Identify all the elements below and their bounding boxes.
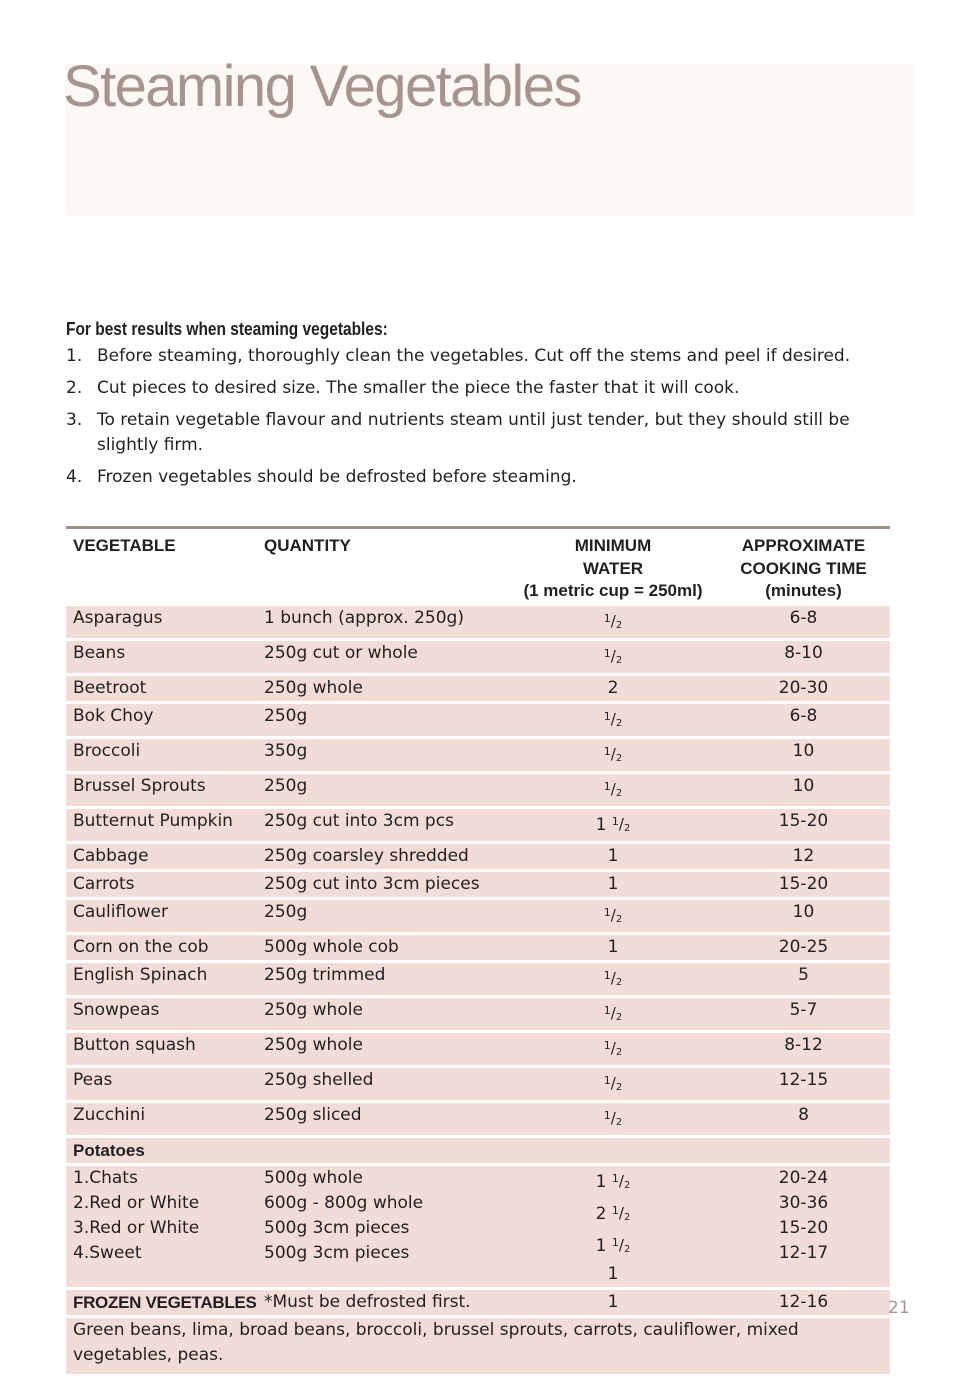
fraction-numerator: 1 [603, 611, 611, 625]
water-fraction [603, 1108, 623, 1128]
time-cell: 12 [792, 845, 815, 866]
fraction-denominator: 2 [615, 1081, 623, 1093]
table-row [66, 606, 890, 640]
vegetable-cell: Brussel Sprouts [73, 775, 206, 796]
potato-water [509, 1230, 717, 1262]
frozen-quantity: *Must be defrosted first. [264, 1291, 471, 1312]
fraction-numerator: 1 [603, 709, 611, 723]
time-cell: 8 [798, 1104, 809, 1125]
fraction-slash: / [610, 1108, 616, 1127]
quantity-cell: 500g whole cob [264, 936, 399, 957]
potato-quantity: 500g whole [264, 1167, 363, 1188]
water-cell [509, 737, 717, 772]
fraction-denominator: 2 [615, 752, 623, 764]
table-row [66, 933, 890, 961]
potato-vegetable: 4.Sweet [73, 1242, 142, 1263]
potatoes-vegetable-cell [66, 1164, 257, 1288]
fraction-slash: / [610, 968, 616, 987]
header-time-line: COOKING TIME [740, 558, 867, 578]
quantity-cell: 250g coarsley shredded [264, 845, 469, 866]
vegetable-cell: Corn on the cob [73, 936, 209, 957]
fraction-slash: / [618, 1203, 624, 1222]
header-water-line: (1 metric cup = 250ml) [523, 581, 703, 600]
potato-vegetable: 1.Chats [73, 1167, 138, 1188]
potatoes-water-cell [509, 1164, 717, 1288]
fraction-numerator: 1 [603, 1073, 611, 1087]
step-text: To retain vegetable flavour and nutrients steam until just tender, but they should still be slightly firm. [97, 410, 850, 455]
table-row [66, 772, 890, 807]
table-row [66, 737, 890, 772]
step-item [66, 344, 876, 369]
time-cell: 20-25 [778, 936, 829, 957]
fraction-numerator: 1 [611, 1203, 619, 1217]
water-fraction [603, 1073, 623, 1093]
time-cell: 8-10 [784, 642, 823, 663]
potato-time: 30-36 [778, 1192, 829, 1213]
potatoes-time-cell [717, 1164, 890, 1288]
fraction-numerator: 1 [603, 1003, 611, 1017]
water-fraction [603, 968, 623, 988]
fraction-denominator: 2 [623, 822, 631, 834]
water-fraction [603, 779, 623, 799]
step-item [66, 408, 876, 458]
vegetable-cell: Asparagus [73, 607, 163, 628]
water-fraction [603, 709, 623, 729]
fraction-slash: / [610, 611, 616, 630]
header-water-line: MINIMUM [574, 536, 652, 555]
fraction-slash: / [610, 905, 616, 924]
table-row [66, 674, 890, 702]
vegetable-cell: Butternut Pumpkin [73, 810, 233, 831]
potatoes-section [66, 1136, 890, 1375]
table-row [66, 1101, 890, 1136]
fraction-denominator: 2 [615, 717, 623, 729]
water-fraction [611, 1235, 631, 1255]
table-body [66, 606, 890, 1137]
quantity-cell: 250g [264, 705, 308, 726]
water-cell [509, 842, 717, 870]
fraction-denominator: 2 [615, 1116, 623, 1128]
water-cell [509, 702, 717, 737]
potato-water [509, 1198, 717, 1230]
step-text: Frozen vegetables should be defrosted before steaming. [97, 467, 577, 487]
fraction-denominator: 2 [623, 1179, 631, 1191]
quantity-cell: 250g sliced [264, 1104, 362, 1125]
step-text: Before steaming, thoroughly clean the vegetables. Cut off the stems and peel if desired. [97, 346, 851, 366]
fraction-slash: / [610, 1038, 616, 1057]
steaming-table-wrap [66, 526, 890, 1377]
time-cell: 20-30 [778, 677, 829, 698]
water-whole: 2 [607, 677, 619, 698]
fraction-numerator: 1 [611, 1171, 619, 1185]
header-vegetable: VEGETABLE [73, 536, 176, 555]
time-cell: 5 [798, 964, 809, 985]
water-fraction [603, 611, 623, 631]
potato-water [509, 1166, 717, 1198]
steaming-table [66, 529, 890, 1377]
water-whole: 1 [607, 936, 619, 957]
quantity-cell: 250g shelled [264, 1069, 374, 1090]
potatoes-heading-row [66, 1136, 890, 1164]
water-whole: 1 [595, 814, 607, 835]
time-cell: 6-8 [789, 705, 818, 726]
water-fraction [603, 646, 623, 666]
page-number: 21 [888, 1298, 910, 1318]
vegetable-cell: Snowpeas [73, 999, 160, 1020]
potatoes-quantity-cell [257, 1164, 509, 1288]
frozen-note: Green beans, lima, broad beans, broccoli, brussel sprouts, carrots, cauliflower, mixed vegetables, peas. [73, 1319, 799, 1365]
potato-quantity: 500g 3cm pieces [264, 1217, 410, 1238]
frozen-note-row [66, 1316, 890, 1375]
page-title: Steaming Vegetables [63, 54, 581, 119]
table-header-row [66, 529, 890, 606]
header-time-line: APPROXIMATE [741, 536, 866, 555]
potatoes-rows [66, 1164, 890, 1288]
water-cell [509, 1031, 717, 1066]
time-cell: 12-15 [778, 1069, 829, 1090]
fraction-numerator: 1 [603, 646, 611, 660]
table-row [66, 898, 890, 933]
quantity-cell: 250g whole [264, 1034, 363, 1055]
fraction-denominator: 2 [615, 1011, 623, 1023]
step-item [66, 465, 876, 490]
vegetable-cell: Broccoli [73, 740, 141, 761]
water-whole: 1 [595, 1235, 607, 1256]
header-time [717, 529, 890, 606]
water-cell [509, 606, 717, 640]
time-cell: 8-12 [784, 1034, 823, 1055]
water-whole: 2 [595, 1203, 607, 1224]
fraction-numerator: 1 [603, 968, 611, 982]
fraction-numerator: 1 [603, 1038, 611, 1052]
fraction-numerator: 1 [603, 744, 611, 758]
time-cell: 10 [792, 775, 815, 796]
time-cell: 15-20 [778, 810, 829, 831]
time-cell: 5-7 [789, 999, 818, 1020]
quantity-cell: 250g cut into 3cm pieces [264, 873, 480, 894]
vegetable-cell: Carrots [73, 873, 135, 894]
potato-time: 12-17 [778, 1242, 829, 1263]
frozen-water: 1 [607, 1291, 619, 1312]
step-number: 4. [66, 467, 83, 487]
water-cell [509, 674, 717, 702]
vegetable-cell: Beetroot [73, 677, 147, 698]
water-fraction [603, 744, 623, 764]
vegetable-cell: Peas [73, 1069, 113, 1090]
time-cell: 10 [792, 901, 815, 922]
potato-quantity: 500g 3cm pieces [264, 1242, 410, 1263]
water-cell [509, 772, 717, 807]
potatoes-heading: Potatoes [73, 1140, 145, 1160]
water-cell [509, 933, 717, 961]
water-fraction [603, 905, 623, 925]
header-quantity: QUANTITY [264, 536, 351, 555]
table-row [66, 870, 890, 898]
potato-time: 15-20 [778, 1217, 829, 1238]
potato-quantity: 600g - 800g whole [264, 1192, 424, 1213]
fraction-numerator: 1 [603, 905, 611, 919]
fraction-slash: / [618, 1235, 624, 1254]
intro-heading: For best results when steaming vegetables: [66, 319, 388, 339]
fraction-denominator: 2 [615, 976, 623, 988]
table-row [66, 807, 890, 842]
fraction-slash: / [610, 1003, 616, 1022]
fraction-numerator: 1 [603, 1108, 611, 1122]
quantity-cell: 1 bunch (approx. 250g) [264, 607, 464, 628]
step-item [66, 376, 876, 401]
water-fraction [611, 814, 631, 834]
fraction-denominator: 2 [615, 619, 623, 631]
potato-time: 20-24 [778, 1167, 829, 1188]
quantity-cell: 250g cut or whole [264, 642, 418, 663]
frozen-vegetable: FROZEN VEGETABLES [73, 1292, 257, 1312]
table-row [66, 996, 890, 1031]
vegetable-cell: Button squash [73, 1034, 196, 1055]
fraction-slash: / [610, 1073, 616, 1092]
table-row [66, 702, 890, 737]
fraction-denominator: 2 [615, 787, 623, 799]
table-row [66, 1066, 890, 1101]
steps-list [66, 344, 876, 497]
water-whole: 1 [607, 1263, 619, 1284]
water-cell [509, 1066, 717, 1101]
step-number: 2. [66, 378, 83, 398]
quantity-cell: 250g whole [264, 999, 363, 1020]
step-text: Cut pieces to desired size. The smaller the piece the faster that it will cook. [97, 378, 740, 398]
table-row [66, 639, 890, 674]
vegetable-cell: Beans [73, 642, 126, 663]
quantity-cell: 250g whole [264, 677, 363, 698]
water-cell [509, 639, 717, 674]
vegetable-cell: Bok Choy [73, 705, 154, 726]
water-cell [509, 1101, 717, 1136]
water-fraction [603, 1003, 623, 1023]
fraction-denominator: 2 [615, 654, 623, 666]
vegetable-cell: Cabbage [73, 845, 149, 866]
table-row [66, 1031, 890, 1066]
step-number: 3. [66, 410, 83, 430]
time-cell: 10 [792, 740, 815, 761]
water-cell [509, 996, 717, 1031]
fraction-slash: / [610, 709, 616, 728]
quantity-cell: 250g trimmed [264, 964, 386, 985]
quantity-cell: 250g cut into 3cm pcs [264, 810, 454, 831]
frozen-time: 12-16 [778, 1291, 829, 1312]
fraction-numerator: 1 [611, 1235, 619, 1249]
vegetable-cell: Zucchini [73, 1104, 146, 1125]
water-whole: 1 [607, 873, 619, 894]
table-row [66, 961, 890, 996]
fraction-denominator: 2 [623, 1211, 631, 1223]
water-fraction [611, 1203, 631, 1223]
water-cell [509, 807, 717, 842]
fraction-denominator: 2 [615, 913, 623, 925]
fraction-slash: / [618, 814, 624, 833]
fraction-denominator: 2 [615, 1046, 623, 1058]
header-water-line: WATER [582, 558, 644, 578]
potato-vegetable: 3.Red or White [73, 1217, 200, 1238]
vegetable-cell: English Spinach [73, 964, 208, 985]
fraction-numerator: 1 [603, 779, 611, 793]
step-number: 1. [66, 346, 83, 366]
quantity-cell: 350g [264, 740, 308, 761]
table-row [66, 842, 890, 870]
potato-vegetable: 2.Red or White [73, 1192, 200, 1213]
fraction-slash: / [610, 779, 616, 798]
quantity-cell: 250g [264, 775, 308, 796]
fraction-slash: / [610, 646, 616, 665]
fraction-slash: / [610, 744, 616, 763]
water-fraction [603, 1038, 623, 1058]
water-cell [509, 870, 717, 898]
fraction-slash: / [618, 1171, 624, 1190]
time-cell: 6-8 [789, 607, 818, 628]
water-cell [509, 898, 717, 933]
frozen-row [66, 1288, 890, 1316]
time-cell: 15-20 [778, 873, 829, 894]
vegetable-cell: Cauliflower [73, 901, 168, 922]
potato-water [509, 1262, 717, 1287]
header-time-line: (minutes) [765, 581, 842, 600]
fraction-denominator: 2 [623, 1243, 631, 1255]
water-whole: 1 [595, 1171, 607, 1192]
water-fraction [611, 1171, 631, 1191]
water-cell [509, 961, 717, 996]
header-water [509, 529, 717, 606]
fraction-numerator: 1 [611, 814, 619, 828]
water-whole: 1 [607, 845, 619, 866]
quantity-cell: 250g [264, 901, 308, 922]
